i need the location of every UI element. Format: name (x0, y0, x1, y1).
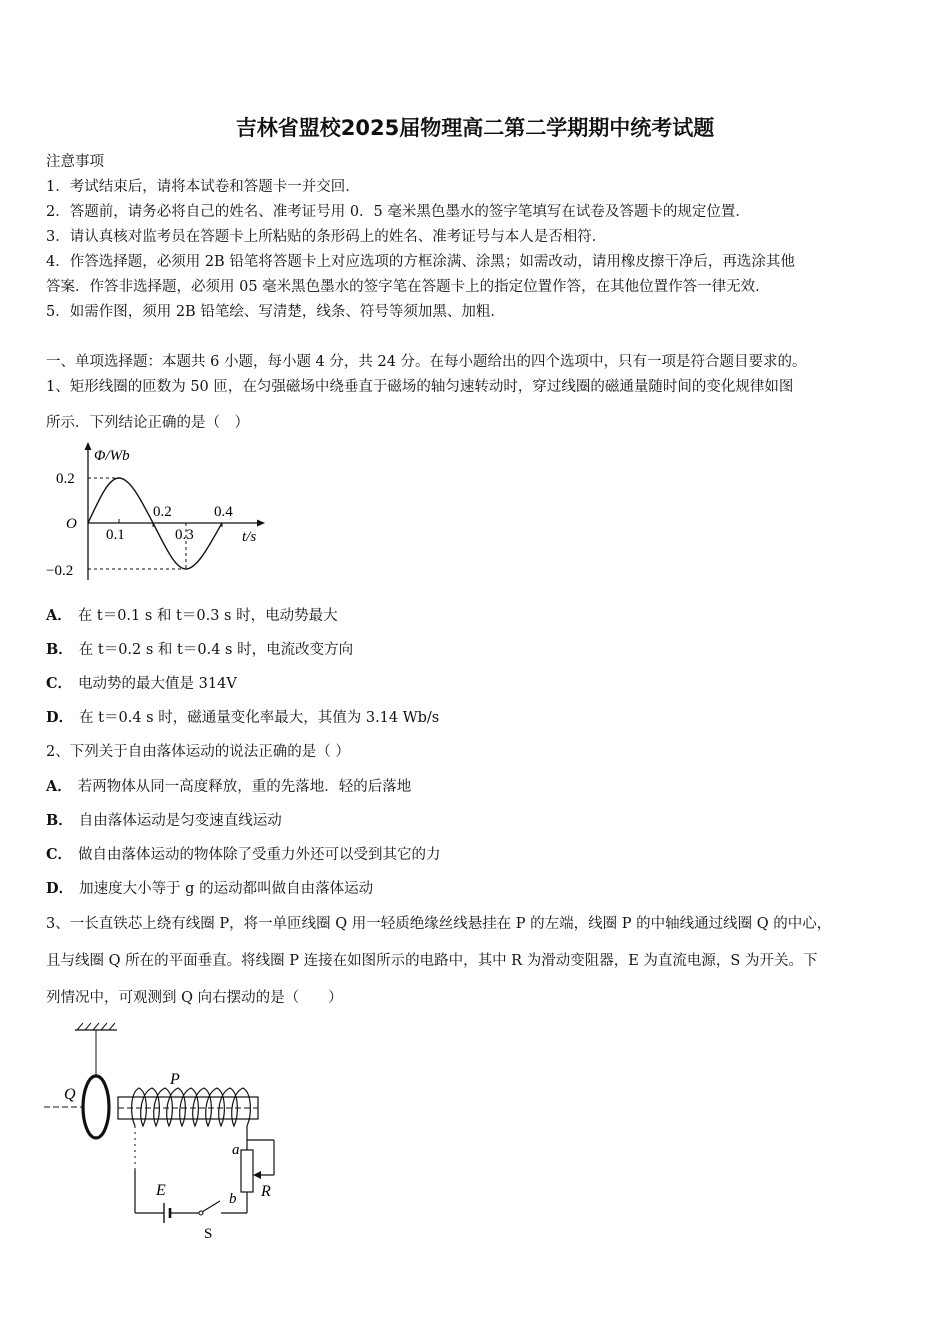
coil-p (132, 1088, 251, 1126)
question-1-stem: 所示．下列结论正确的是（ ） (46, 415, 249, 431)
y-axis-label: Φ/Wb (94, 448, 130, 464)
notice-heading: 注意事项 (46, 154, 104, 170)
flux-time-graph (46, 440, 276, 585)
notice-item: 1．考试结束后，请将本试卷和答题卡一并交回． (46, 179, 360, 195)
y-tick-positive: 0.2 (56, 471, 75, 487)
q2-option-a: A． 若两物体从同一高度释放，重的先落地．轻的后落地 (46, 778, 412, 795)
notice-item: 5．如需作图，须用 2B 铅笔绘、写清楚，线条、符号等须加黑、加粗． (46, 304, 505, 320)
q1-option-a: A． 在 t＝0.1 s 和 t＝0.3 s 时，电动势最大 (46, 607, 338, 624)
label-a: a (232, 1142, 240, 1158)
question-3-stem: 列情况中，可观测到 Q 向右摆动的是（ ） (46, 990, 343, 1006)
coil-q (83, 1076, 109, 1138)
label-p: P (170, 1071, 180, 1088)
notice-item: 2．答题前，请务必将自己的姓名、准考证号用 0．5 毫米黑色墨水的签字笔填写在试卷及答题卡的规定位置． (46, 204, 750, 220)
x-tick-label: 0.3 (175, 527, 194, 543)
q2-option-c: C． 做自由落体运动的物体除了受重力外还可以受到其它的力 (46, 846, 441, 863)
q1-option-b: B． 在 t＝0.2 s 和 t＝0.4 s 时，电流改变方向 (46, 641, 354, 658)
question-3-stem: 且与线圈 Q 所在的平面垂直。将线圈 P 连接在如图所示的电路中，其中 R 为滑动变阻器，E 为直流电源，S 为开关。下 (46, 953, 818, 969)
y-tick-negative: −0.2 (46, 563, 74, 579)
label-e: E (156, 1182, 166, 1199)
label-s: S (204, 1226, 213, 1242)
page-title: 吉林省盟校2025届物理高二第二学期期中统考试题 (235, 116, 715, 140)
notice-item: 答案．作答非选择题，必须用 05 毫米黑色墨水的签字笔在答题卡上的指定位置作答，在其他位置作答一律无效． (46, 279, 770, 295)
q2-option-d: D． 加速度大小等于 g 的运动都叫做自由落体运动 (46, 880, 374, 897)
rheostat-r (241, 1150, 253, 1192)
x-tick-label: 0.4 (214, 504, 233, 520)
x-tick-label: 0.1 (106, 527, 125, 543)
question-1-stem: 1、矩形线圈的匝数为 50 匝，在匀强磁场中绕垂直于磁场的轴匀速转动时，穿过线圈的磁通量随时间的变化规律如图 (46, 379, 794, 395)
circuit-figure (42, 1020, 302, 1245)
origin-label: O (66, 516, 77, 532)
x-axis-label: t/s (242, 529, 257, 545)
q1-option-d: D． 在 t＝0.4 s 时，磁通量变化率最大，其值为 3.14 Wb/s (46, 709, 440, 726)
question-2-stem: 2、下列关于自由落体运动的说法正确的是（ ） (46, 744, 350, 760)
notice-item: 4．作答选择题，必须用 2B 铅笔将答题卡上对应选项的方框涂满、涂黑；如需改动，请用橡皮擦干净后，再选涂其他 (46, 254, 795, 270)
x-tick-label: 0.2 (153, 504, 172, 520)
notice-item: 3．请认真核对监考员在答题卡上所粘贴的条形码上的姓名、准考证号与本人是否相符． (46, 229, 607, 245)
q1-option-c: C． 电动势的最大值是 314V (46, 675, 237, 692)
label-r: R (261, 1183, 271, 1200)
label-b: b (229, 1191, 237, 1207)
question-3-stem: 3、一长直铁芯上绕有线圈 P，将一单匝线圈 Q 用一轻质绝缘丝线悬挂在 P 的左端，线圈 P 的中轴线通过线圈 Q 的中心， (46, 916, 832, 932)
section-heading: 一、单项选择题：本题共 6 小题，每小题 4 分，共 24 分。在每小题给出的四个选项中，只有一项是符合题目要求的。 (46, 354, 807, 370)
label-q: Q (64, 1086, 76, 1103)
q2-option-b: B． 自由落体运动是匀变速直线运动 (46, 812, 282, 829)
